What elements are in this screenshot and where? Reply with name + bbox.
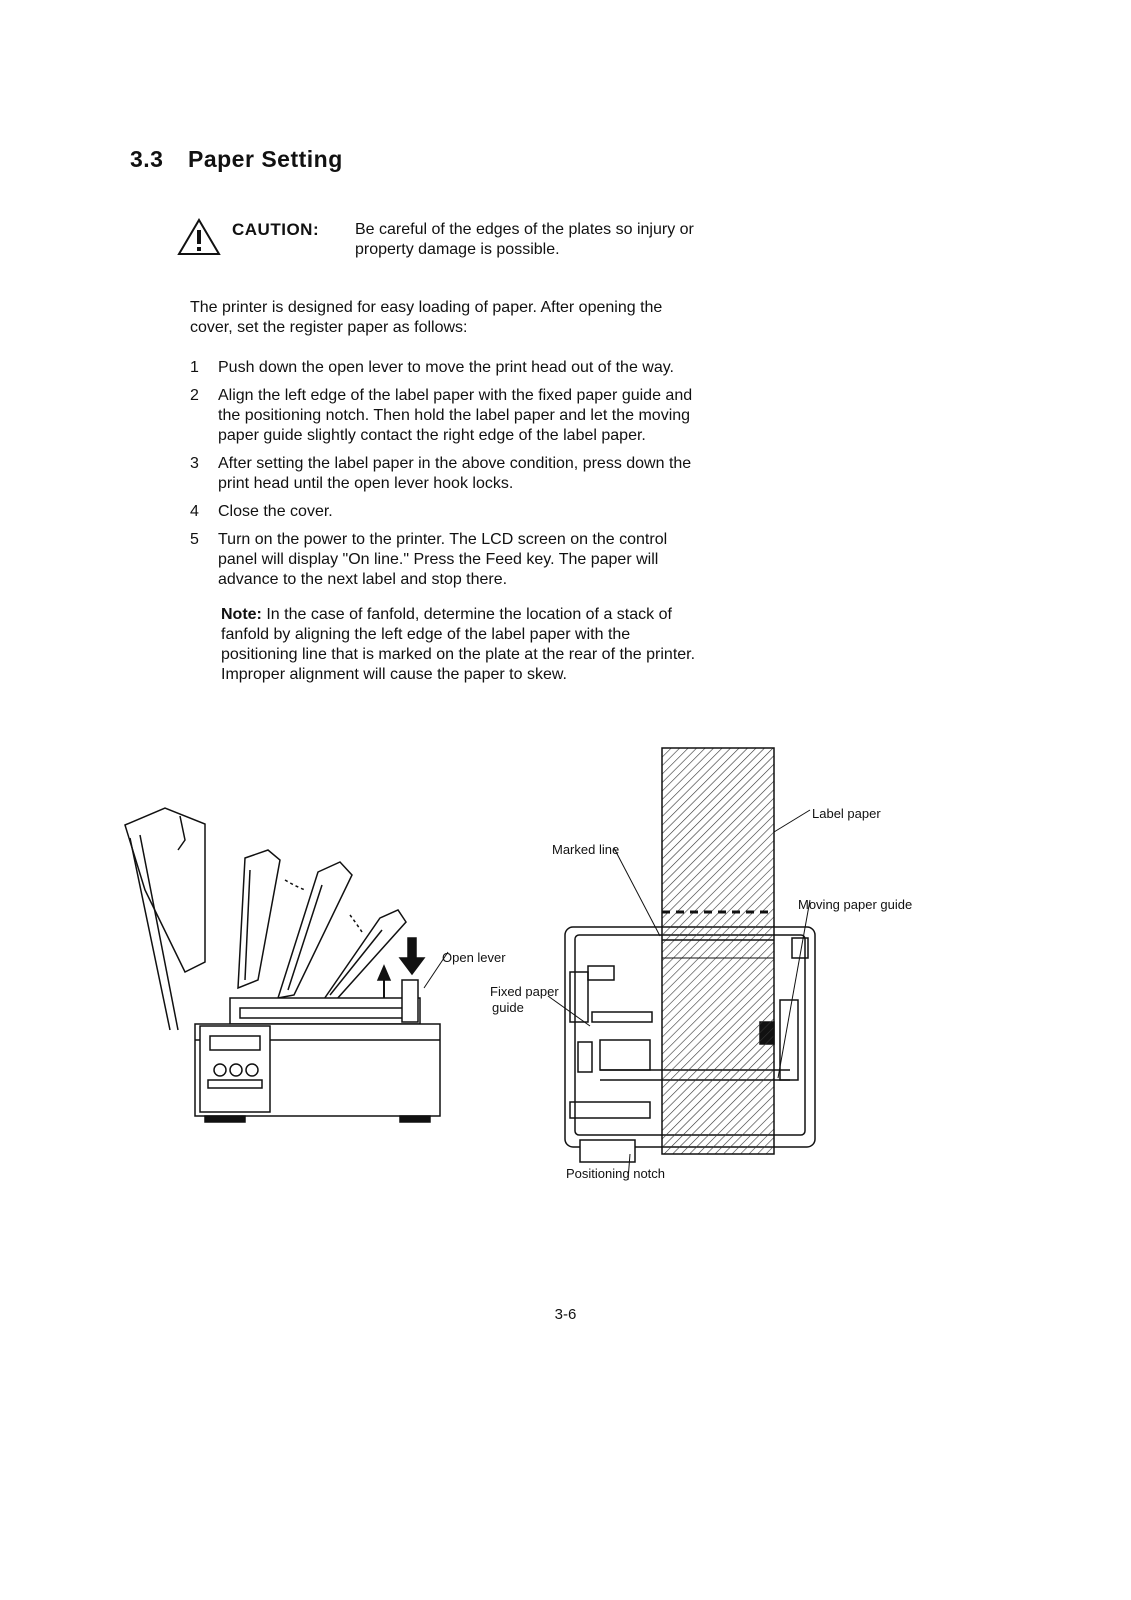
section-title: Paper Setting bbox=[188, 146, 343, 172]
step-line: the positioning notch. Then hold the label paper and let the moving bbox=[218, 407, 691, 424]
step-number: 2 bbox=[190, 387, 199, 404]
paper-setting-illustration bbox=[0, 740, 1131, 1180]
intro-paragraph bbox=[190, 298, 750, 338]
warning-triangle-icon bbox=[177, 218, 221, 256]
step-number: 4 bbox=[190, 503, 199, 520]
page-number: 3-6 bbox=[554, 1306, 577, 1323]
step-line: Align the left edge of the label paper with the fixed paper guide and bbox=[218, 387, 693, 404]
step-text bbox=[218, 530, 770, 590]
printer-side-view bbox=[125, 808, 440, 1122]
step-line: After setting the label paper in the above condition, press down the bbox=[218, 455, 692, 472]
step-text bbox=[218, 386, 770, 446]
step-line: print head until the open lever hook locks. bbox=[218, 475, 514, 492]
fixed-paper-guide-line: guide bbox=[492, 1000, 524, 1015]
intro-line: The printer is designed for easy loading of paper. After opening the bbox=[190, 299, 663, 316]
step-line: paper guide slightly contact the right edge of the label paper. bbox=[218, 427, 646, 444]
step-item bbox=[190, 502, 770, 522]
step-item bbox=[190, 454, 770, 494]
intro-line: cover, set the register paper as follows: bbox=[190, 319, 468, 336]
step-number: 5 bbox=[190, 531, 199, 548]
caution-block bbox=[177, 218, 777, 268]
section-heading bbox=[130, 146, 343, 173]
caution-line: Be careful of the edges of the plates so injury or bbox=[355, 221, 694, 238]
fixed-paper-guide-callout bbox=[490, 984, 559, 1016]
step-item bbox=[190, 530, 770, 590]
open-lever-callout: Open lever bbox=[442, 950, 506, 965]
label-paper-callout: Label paper bbox=[812, 806, 881, 821]
note-text: In the case of fanfold, determine the location of a stack of bbox=[266, 606, 672, 623]
fixed-paper-guide-line: Fixed paper bbox=[490, 984, 559, 999]
step-number: 3 bbox=[190, 455, 199, 472]
step-number: 1 bbox=[190, 359, 199, 376]
positioning-notch-callout: Positioning notch bbox=[566, 1166, 666, 1181]
note-line bbox=[221, 605, 761, 625]
note-label: Note: bbox=[221, 606, 262, 623]
note-line: positioning line that is marked on the plate at the rear of the printer. bbox=[221, 646, 696, 663]
marked-line-callout: Marked line bbox=[552, 842, 620, 857]
step-line: Close the cover. bbox=[218, 503, 333, 520]
step-item bbox=[190, 386, 770, 446]
caution-label: CAUTION: bbox=[232, 220, 320, 239]
step-text bbox=[218, 454, 770, 494]
section-number: 3.3 bbox=[130, 146, 164, 172]
step-text bbox=[218, 502, 770, 522]
caution-text bbox=[355, 220, 775, 260]
note-line: Improper alignment will cause the paper to skew. bbox=[221, 666, 567, 683]
moving-paper-guide-callout: Moving paper guide bbox=[798, 897, 913, 912]
note-block bbox=[221, 605, 761, 685]
steps-list bbox=[190, 358, 770, 598]
caution-line: property damage is possible. bbox=[355, 241, 560, 258]
step-text bbox=[218, 358, 770, 378]
step-line: panel will display "On line." Press the Feed key. The paper will bbox=[218, 551, 659, 568]
step-line: advance to the next label and stop there. bbox=[218, 571, 508, 588]
label-paper-strip bbox=[662, 748, 774, 1154]
step-item bbox=[190, 358, 770, 378]
note-line: fanfold by aligning the left edge of the label paper with the bbox=[221, 626, 631, 643]
step-line: Push down the open lever to move the print head out of the way. bbox=[218, 359, 674, 376]
step-line: Turn on the power to the printer. The LCD screen on the control bbox=[218, 531, 668, 548]
